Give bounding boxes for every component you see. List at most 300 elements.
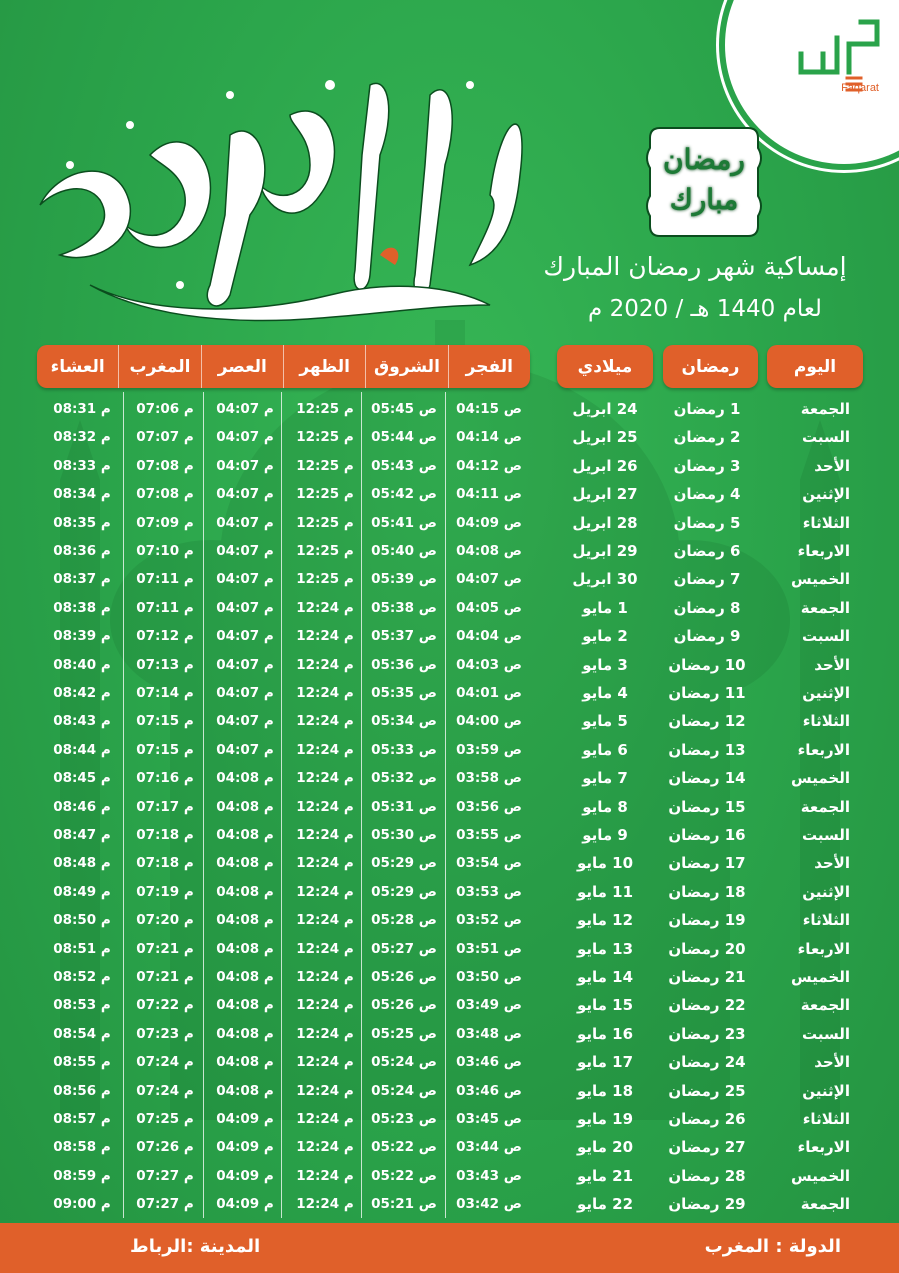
gregorian-date-cell: 18 مايو — [576, 1081, 634, 1100]
shuruq-time: 05:31 ص — [371, 798, 437, 815]
badge-line-1: رمضان — [663, 143, 745, 176]
dhuhr-time: 12:25 م — [296, 457, 354, 474]
day-cell: الخميس — [791, 570, 850, 589]
isha-time: 08:37 م — [53, 571, 111, 588]
isha-time: 08:35 م — [53, 514, 111, 531]
dhuhr-time: 12:24 م — [296, 685, 354, 701]
fajr-time: 03:50 ص — [456, 969, 522, 985]
asr-time: 04:08 م — [216, 883, 274, 900]
dhuhr-time: 12:25 م — [296, 514, 354, 531]
maghrib-time: 07:26 م — [136, 1139, 194, 1156]
isha-time: 08:44 م — [53, 741, 111, 758]
year-label: لعام 1440 هـ / 2020 م — [588, 296, 822, 322]
day-cell: السبت — [801, 1024, 850, 1043]
fajr-time: 04:15 ص — [456, 401, 522, 417]
dhuhr-time: 12:24 م — [296, 628, 354, 645]
gregorian-date-cell: 25 ابريل — [572, 428, 638, 447]
table-row — [0, 991, 899, 1019]
maghrib-time: 07:12 م — [136, 628, 194, 645]
asr-time: 04:07 م — [216, 543, 274, 559]
asr-time: 04:09 م — [216, 1196, 274, 1213]
maghrib-time: 07:09 م — [136, 514, 194, 531]
gregorian-date-cell: 12 مايو — [576, 911, 634, 930]
asr-time: 04:09 م — [216, 1139, 274, 1156]
ramadan-day-cell: 29 رمضان — [668, 1195, 746, 1214]
fajr-time: 03:46 ص — [456, 1082, 522, 1099]
dhuhr-time: 12:24 م — [296, 798, 354, 815]
maghrib-time: 07:07 م — [136, 429, 194, 446]
isha-time: 08:59 م — [53, 1167, 111, 1184]
maghrib-time: 07:14 م — [136, 685, 194, 701]
fajr-time: 03:48 ص — [456, 1025, 522, 1042]
ramadan-day-cell: 2 رمضان — [673, 428, 741, 447]
ramadan-day-cell: 16 رمضان — [668, 826, 746, 844]
ramadan-day-cell: 3 رمضان — [673, 456, 741, 475]
maghrib-time: 07:24 م — [136, 1082, 194, 1099]
dhuhr-time: 12:24 م — [296, 713, 354, 730]
day-cell: الخميس — [791, 769, 850, 788]
asr-time: 04:07 م — [216, 599, 274, 616]
table-row — [0, 565, 899, 593]
dhuhr-time: 12:24 م — [296, 940, 354, 957]
gregorian-date-cell: 28 ابريل — [572, 513, 638, 532]
shuruq-time: 05:44 ص — [371, 429, 437, 446]
ramadan-day-cell: 10 رمضان — [668, 655, 746, 674]
asr-time: 04:08 م — [216, 1054, 274, 1071]
shuruq-time: 05:24 ص — [371, 1082, 437, 1099]
column-header-dhuhr: الظهر — [284, 345, 366, 388]
shuruq-time: 05:25 ص — [371, 1025, 437, 1042]
dhuhr-time: 12:25 م — [296, 401, 354, 417]
table-row — [0, 707, 899, 735]
fajr-time: 03:43 ص — [456, 1167, 522, 1184]
faqarat-logo-icon — [789, 14, 889, 114]
asr-time: 04:07 م — [216, 656, 274, 673]
day-cell: الثلاثاء — [802, 911, 850, 930]
table-row — [0, 395, 899, 423]
maghrib-time: 07:11 م — [136, 599, 194, 616]
day-cell: الثلاثاء — [802, 1110, 850, 1128]
day-cell: الإثنين — [802, 882, 850, 901]
dhuhr-time: 12:24 م — [296, 912, 354, 929]
day-cell: الجمعة — [800, 1195, 850, 1214]
isha-time: 08:43 م — [53, 713, 111, 730]
table-row — [0, 1190, 899, 1218]
table-row — [0, 1162, 899, 1190]
ramadan-day-cell: 7 رمضان — [673, 570, 741, 589]
isha-time: 08:47 م — [53, 827, 111, 843]
day-cell: الخميس — [791, 968, 850, 986]
column-header-asr: العصر — [202, 345, 284, 388]
gregorian-date-cell: 11 مايو — [576, 882, 634, 901]
badge-line-2: مبارك — [669, 183, 739, 216]
table-row — [0, 1105, 899, 1133]
gregorian-date-cell: 4 مايو — [582, 684, 628, 702]
isha-time: 08:49 م — [53, 883, 111, 900]
dhuhr-time: 12:24 م — [296, 1167, 354, 1184]
maghrib-time: 07:20 م — [136, 912, 194, 929]
day-cell: السبت — [801, 826, 850, 844]
isha-time: 08:55 م — [53, 1054, 111, 1071]
maghrib-time: 07:27 م — [136, 1167, 194, 1184]
city-label: المدينة :الرباط — [130, 1236, 261, 1257]
fajr-time: 03:49 ص — [456, 997, 522, 1014]
table-row — [0, 679, 899, 707]
dhuhr-time: 12:24 م — [296, 741, 354, 758]
dhuhr-time: 12:24 م — [296, 1082, 354, 1099]
day-cell: الثلاثاء — [802, 513, 850, 532]
isha-time: 08:50 م — [53, 912, 111, 929]
maghrib-time: 07:13 م — [136, 656, 194, 673]
table-row — [0, 537, 899, 565]
maghrib-time: 07:15 م — [136, 713, 194, 730]
dhuhr-time: 12:24 م — [296, 1196, 354, 1213]
table-row — [0, 963, 899, 991]
isha-time: 08:31 م — [53, 401, 111, 417]
ramadan-day-cell: 23 رمضان — [668, 1024, 746, 1043]
fajr-time: 04:12 ص — [456, 457, 522, 474]
ramadan-day-cell: 21 رمضان — [668, 968, 746, 986]
shuruq-time: 05:28 ص — [371, 912, 437, 929]
gregorian-date-cell: 14 مايو — [576, 968, 634, 986]
ramadan-calligraphy — [30, 55, 530, 325]
maghrib-time: 07:08 م — [136, 457, 194, 474]
ramadan-day-cell: 27 رمضان — [668, 1138, 746, 1157]
dhuhr-time: 12:25 م — [296, 543, 354, 559]
ramadan-day-cell: 24 رمضان — [668, 1053, 746, 1072]
table-row — [0, 423, 899, 451]
asr-time: 04:07 م — [216, 486, 274, 503]
isha-time: 08:52 م — [53, 969, 111, 985]
shuruq-time: 05:35 ص — [371, 685, 437, 701]
maghrib-time: 07:24 م — [136, 1054, 194, 1071]
dhuhr-time: 12:24 م — [296, 656, 354, 673]
asr-time: 04:07 م — [216, 685, 274, 701]
day-cell: الاربعاء — [797, 740, 850, 759]
asr-time: 04:09 م — [216, 1167, 274, 1184]
shuruq-time: 05:27 ص — [371, 940, 437, 957]
fajr-time: 04:04 ص — [456, 628, 522, 645]
fajr-time: 03:55 ص — [456, 827, 522, 843]
ramadan-day-cell: 6 رمضان — [673, 542, 741, 560]
table-row — [0, 509, 899, 537]
maghrib-time: 07:16 م — [136, 770, 194, 787]
day-cell: الأحد — [814, 854, 850, 873]
table-row — [0, 736, 899, 764]
fajr-time: 04:01 ص — [456, 685, 522, 701]
maghrib-time: 07:19 م — [136, 883, 194, 900]
isha-time: 08:58 م — [53, 1139, 111, 1156]
column-header-isha: العشاء — [37, 345, 119, 388]
fajr-time: 04:14 ص — [456, 429, 522, 446]
maghrib-time: 07:22 م — [136, 997, 194, 1014]
shuruq-time: 05:32 ص — [371, 770, 437, 787]
gregorian-date-cell: 16 مايو — [576, 1024, 634, 1043]
prayer-times-header — [37, 345, 530, 388]
maghrib-time: 07:08 م — [136, 486, 194, 503]
asr-time: 04:07 م — [216, 571, 274, 588]
ramadan-day-cell: 4 رمضان — [673, 485, 741, 504]
asr-time: 04:08 م — [216, 912, 274, 929]
gregorian-date-cell: 22 مايو — [576, 1195, 634, 1214]
gregorian-date-cell: 26 ابريل — [572, 456, 638, 475]
shuruq-time: 05:24 ص — [371, 1054, 437, 1071]
isha-time: 08:38 م — [53, 599, 111, 616]
isha-time: 08:57 م — [53, 1111, 111, 1127]
shuruq-time: 05:40 ص — [371, 543, 437, 559]
gregorian-date-cell: 19 مايو — [576, 1110, 634, 1128]
shuruq-time: 05:36 ص — [371, 656, 437, 673]
asr-time: 04:07 م — [216, 457, 274, 474]
shuruq-time: 05:43 ص — [371, 457, 437, 474]
fajr-time: 03:45 ص — [456, 1111, 522, 1127]
day-cell: الاربعاء — [797, 939, 850, 958]
fajr-time: 03:42 ص — [456, 1196, 522, 1213]
maghrib-time: 07:27 م — [136, 1196, 194, 1213]
table-row — [0, 651, 899, 679]
dhuhr-time: 12:24 م — [296, 827, 354, 843]
dhuhr-time: 12:24 م — [296, 1054, 354, 1071]
dhuhr-time: 12:24 م — [296, 883, 354, 900]
table-row — [0, 452, 899, 480]
country-label: الدولة : المغرب — [704, 1236, 841, 1257]
asr-time: 04:07 م — [216, 713, 274, 730]
asr-time: 04:08 م — [216, 827, 274, 843]
gregorian-date-cell: 3 مايو — [582, 655, 628, 674]
gregorian-date-cell: 5 مايو — [582, 712, 628, 731]
gregorian-date-cell: 29 ابريل — [572, 542, 638, 560]
shuruq-time: 05:26 ص — [371, 997, 437, 1014]
asr-time: 04:08 م — [216, 969, 274, 985]
table-row — [0, 1077, 899, 1105]
shuruq-time: 05:29 ص — [371, 855, 437, 872]
ramadan-day-cell: 8 رمضان — [673, 598, 741, 617]
dhuhr-time: 12:24 م — [296, 997, 354, 1014]
shuruq-time: 05:37 ص — [371, 628, 437, 645]
isha-time: 08:51 م — [53, 940, 111, 957]
day-cell: الإثنين — [802, 684, 850, 702]
day-cell: الجمعة — [800, 598, 850, 617]
shuruq-time: 05:29 ص — [371, 883, 437, 900]
gregorian-date-cell: 20 مايو — [576, 1138, 634, 1157]
maghrib-time: 07:21 م — [136, 969, 194, 985]
fajr-time: 03:56 ص — [456, 798, 522, 815]
fajr-time: 04:00 ص — [456, 713, 522, 730]
ramadan-day-cell: 18 رمضان — [668, 882, 746, 901]
dhuhr-time: 12:25 م — [296, 571, 354, 588]
day-cell: الأحد — [814, 655, 850, 674]
ramadan-day-cell: 9 رمضان — [673, 627, 741, 646]
maghrib-time: 07:10 م — [136, 543, 194, 559]
asr-time: 04:08 م — [216, 1082, 274, 1099]
asr-time: 04:08 م — [216, 855, 274, 872]
day-cell: السبت — [801, 627, 850, 646]
ramadan-day-cell: 5 رمضان — [673, 513, 741, 532]
dhuhr-time: 12:24 م — [296, 1025, 354, 1042]
ramadan-day-cell: 19 رمضان — [668, 911, 746, 930]
ramadan-day-cell: 20 رمضان — [668, 939, 746, 958]
dhuhr-time: 12:24 م — [296, 599, 354, 616]
day-cell: السبت — [801, 428, 850, 447]
gregorian-date-cell: 21 مايو — [576, 1166, 634, 1185]
day-cell: الجمعة — [800, 400, 850, 418]
day-cell: الإثنين — [802, 485, 850, 504]
gregorian-date-cell: 15 مايو — [576, 996, 634, 1015]
day-cell: الأحد — [814, 456, 850, 475]
page-title: إمساكية شهر رمضان المبارك — [543, 252, 847, 281]
asr-time: 04:08 م — [216, 770, 274, 787]
fajr-time: 04:08 ص — [456, 543, 522, 559]
maghrib-time: 07:06 م — [136, 401, 194, 417]
fajr-time: 03:46 ص — [456, 1054, 522, 1071]
isha-time: 08:39 م — [53, 628, 111, 645]
column-header-day: اليوم — [767, 345, 863, 388]
isha-time: 08:33 م — [53, 457, 111, 474]
isha-time: 08:46 م — [53, 798, 111, 815]
isha-time: 08:40 م — [53, 656, 111, 673]
maghrib-time: 07:18 م — [136, 827, 194, 843]
fajr-time: 03:59 ص — [456, 741, 522, 758]
ramadan-badge-text — [640, 140, 768, 220]
shuruq-time: 05:45 ص — [371, 401, 437, 417]
isha-time: 08:34 م — [53, 486, 111, 503]
ramadan-day-cell: 22 رمضان — [668, 996, 746, 1015]
isha-time: 08:32 م — [53, 429, 111, 446]
table-row — [0, 935, 899, 963]
asr-time: 04:08 م — [216, 940, 274, 957]
shuruq-time: 05:22 ص — [371, 1139, 437, 1156]
dhuhr-time: 12:24 م — [296, 969, 354, 985]
fajr-time: 04:09 ص — [456, 514, 522, 531]
shuruq-time: 05:38 ص — [371, 599, 437, 616]
dhuhr-time: 12:24 م — [296, 770, 354, 787]
gregorian-date-cell: 7 مايو — [582, 769, 628, 788]
shuruq-time: 05:30 ص — [371, 827, 437, 843]
maghrib-time: 07:18 م — [136, 855, 194, 872]
fajr-time: 03:54 ص — [456, 855, 522, 872]
asr-time: 04:07 م — [216, 741, 274, 758]
shuruq-time: 05:41 ص — [371, 514, 437, 531]
shuruq-time: 05:22 ص — [371, 1167, 437, 1184]
asr-time: 04:07 م — [216, 401, 274, 417]
isha-time: 08:48 م — [53, 855, 111, 872]
table-row — [0, 878, 899, 906]
table-row — [0, 1133, 899, 1161]
fajr-time: 03:53 ص — [456, 883, 522, 900]
column-header-shuruq: الشروق — [366, 345, 448, 388]
table-row — [0, 821, 899, 849]
fajr-time: 03:58 ص — [456, 770, 522, 787]
day-cell: الجمعة — [800, 797, 850, 816]
gregorian-date-cell: 6 مايو — [582, 740, 628, 759]
day-cell: الجمعة — [800, 996, 850, 1015]
gregorian-date-cell: 27 ابريل — [572, 485, 638, 504]
ramadan-day-cell: 14 رمضان — [668, 769, 746, 788]
ramadan-day-cell: 1 رمضان — [673, 400, 741, 418]
isha-time: 08:56 م — [53, 1082, 111, 1099]
gregorian-date-cell: 17 مايو — [576, 1053, 634, 1072]
table-row — [0, 764, 899, 792]
ramadan-day-cell: 13 رمضان — [668, 740, 746, 759]
fajr-time: 04:05 ص — [456, 599, 522, 616]
shuruq-time: 05:23 ص — [371, 1111, 437, 1127]
ramadan-day-cell: 26 رمضان — [668, 1110, 746, 1128]
ramadan-day-cell: 11 رمضان — [668, 684, 746, 702]
fajr-time: 04:11 ص — [456, 486, 522, 503]
asr-time: 04:07 م — [216, 514, 274, 531]
gregorian-date-cell: 8 مايو — [582, 797, 628, 816]
day-cell: الإثنين — [802, 1081, 850, 1100]
column-header-miladi: ميلادي — [557, 345, 653, 388]
dhuhr-time: 12:25 م — [296, 486, 354, 503]
gregorian-date-cell: 30 ابريل — [572, 570, 638, 589]
maghrib-time: 07:11 م — [136, 571, 194, 588]
shuruq-time: 05:21 ص — [371, 1196, 437, 1213]
fajr-time: 04:03 ص — [456, 656, 522, 673]
table-row — [0, 622, 899, 650]
day-cell: الاربعاء — [797, 542, 850, 560]
fajr-time: 03:44 ص — [456, 1139, 522, 1156]
maghrib-time: 07:17 م — [136, 798, 194, 815]
column-header-ramadan: رمضان — [663, 345, 758, 388]
ramadan-day-cell: 17 رمضان — [668, 854, 746, 873]
isha-time: 08:54 م — [53, 1025, 111, 1042]
isha-time: 08:53 م — [53, 997, 111, 1014]
day-cell: الأحد — [814, 1053, 850, 1072]
day-cell: الثلاثاء — [802, 712, 850, 731]
day-cell: الاربعاء — [797, 1138, 850, 1157]
fajr-time: 03:52 ص — [456, 912, 522, 929]
fajr-time: 03:51 ص — [456, 940, 522, 957]
table-row — [0, 793, 899, 821]
table-row — [0, 849, 899, 877]
dhuhr-time: 12:25 م — [296, 429, 354, 446]
gregorian-date-cell: 2 مايو — [582, 627, 628, 646]
gregorian-date-cell: 24 ابريل — [572, 400, 638, 418]
fajr-time: 04:07 ص — [456, 571, 522, 588]
table-row — [0, 594, 899, 622]
asr-time: 04:07 م — [216, 628, 274, 645]
ramadan-day-cell: 25 رمضان — [668, 1081, 746, 1100]
isha-time: 08:45 م — [53, 770, 111, 787]
day-cell: الخميس — [791, 1166, 850, 1185]
table-row — [0, 1020, 899, 1048]
column-header-maghrib: المغرب — [119, 345, 201, 388]
maghrib-time: 07:15 م — [136, 741, 194, 758]
asr-time: 04:08 م — [216, 1025, 274, 1042]
gregorian-date-cell: 10 مايو — [576, 854, 634, 873]
asr-time: 04:08 م — [216, 997, 274, 1014]
isha-time: 08:42 م — [53, 685, 111, 701]
shuruq-time: 05:39 ص — [371, 571, 437, 588]
column-header-fajr: الفجر — [465, 356, 513, 377]
shuruq-time: 05:26 ص — [371, 969, 437, 985]
maghrib-time: 07:23 م — [136, 1025, 194, 1042]
maghrib-time: 07:21 م — [136, 940, 194, 957]
shuruq-time: 05:34 ص — [371, 713, 437, 730]
isha-time: 08:36 م — [53, 543, 111, 559]
dhuhr-time: 12:24 م — [296, 855, 354, 872]
maghrib-time: 07:25 م — [136, 1111, 194, 1127]
table-row — [0, 906, 899, 934]
gregorian-date-cell: 1 مايو — [582, 598, 628, 617]
ramadan-day-cell: 12 رمضان — [668, 712, 746, 731]
shuruq-time: 05:33 ص — [371, 741, 437, 758]
dhuhr-time: 12:24 م — [296, 1139, 354, 1156]
ramadan-day-cell: 28 رمضان — [668, 1166, 746, 1185]
table-row — [0, 1048, 899, 1076]
gregorian-date-cell: 9 مايو — [582, 826, 628, 844]
